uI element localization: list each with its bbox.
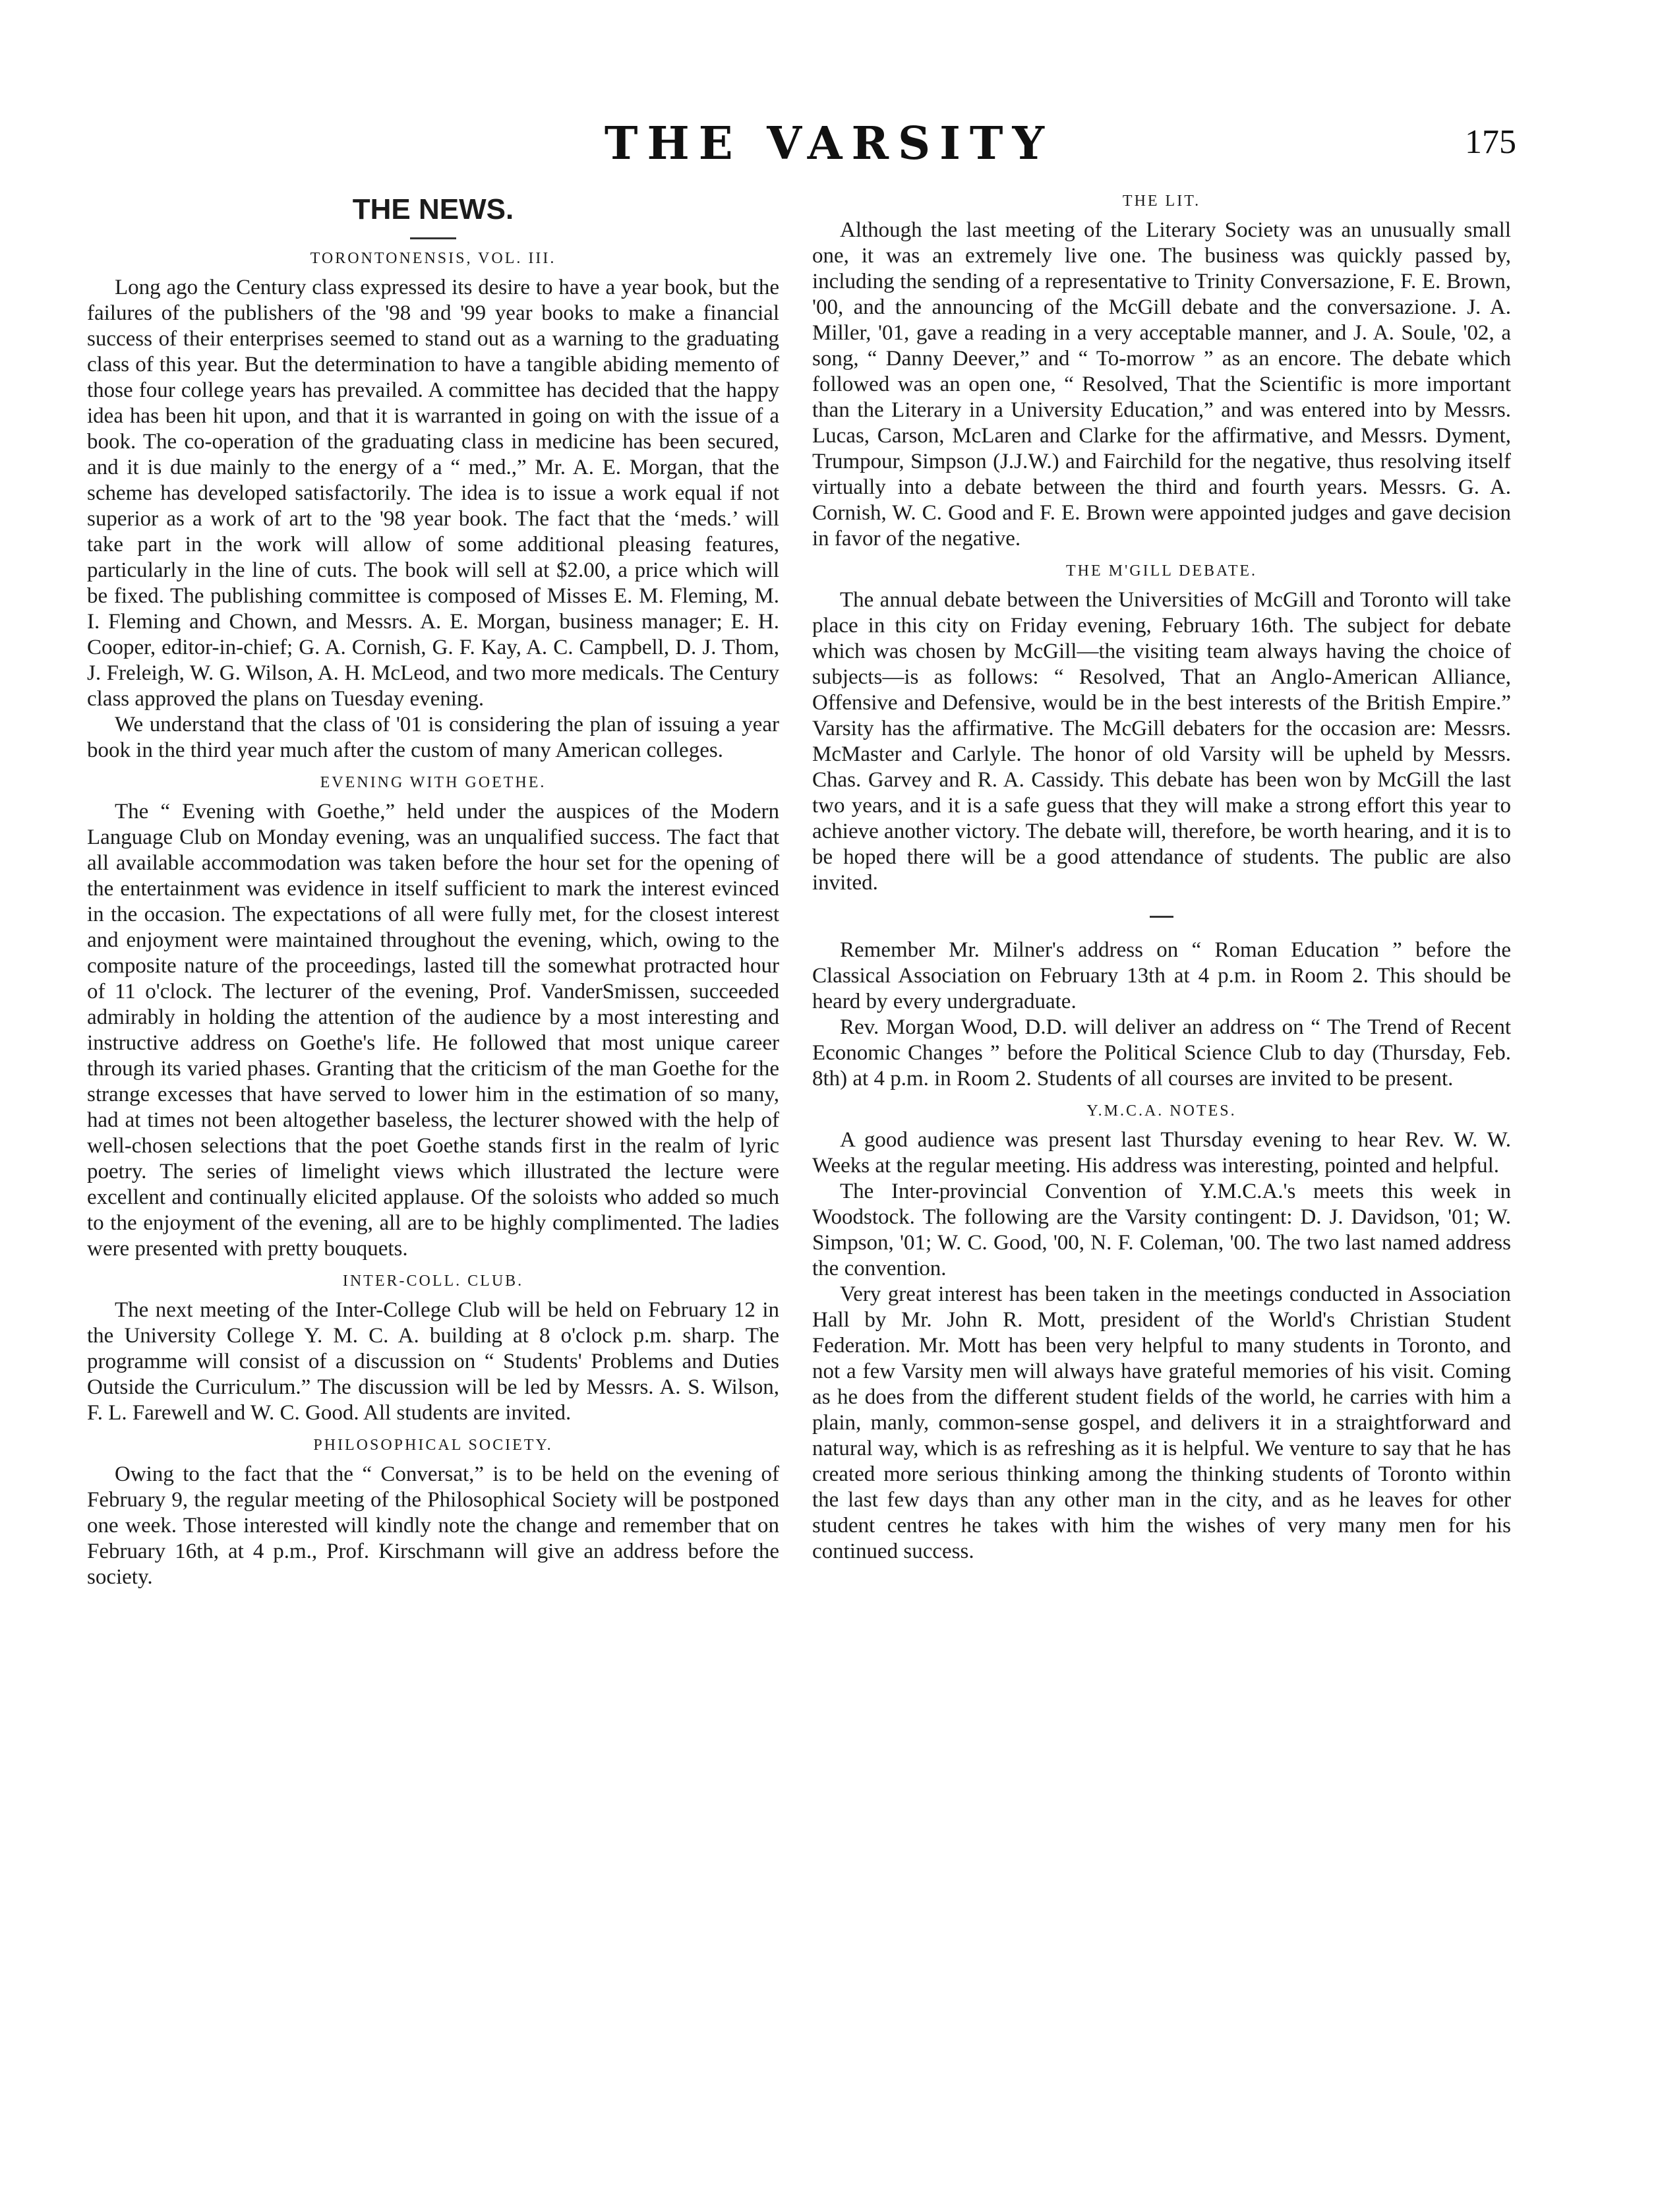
article-title-ymca: Y.M.C.A. NOTES. — [1086, 1102, 1237, 1120]
article-paragraph: The Inter-provincial Convention of Y.M.C.A.'s meets this week in Woodstock. The following are the Varsity contingent: D. J. Davidson, '01; W. Simpson, '01; W. C. Good, '00, N. F. Coleman, '00. The two last named address the convention. — [812, 1180, 1511, 1280]
article-paragraph: The “ Evening with Goethe,” held under the auspices of the Modern Language Club on Monday evening, was an unqualified success. The fact that all available accommodation was taken before the hour set for the opening of the entertainment was evidence in itself sufficient to mark the interest evinced in the occasion. The expectations of all were fully met, for the closest interest and enjoyment were maintained throughout the evening, which, owing to the composite nature of the proceedings, lasted till the somewhat protracted hour of 11 o'clock. The lecturer of the evening, Prof. VanderSmissen, succeeded admirably in holding the attention of the audience by a most interesting and instructive address on Goethe's life. He followed that most unique career through its varied phases. Granting that the criticism of the man Goethe for the strange excesses that have served to lower him in the estimation of so many, had at times not been altogether baseless, the lecturer showed with the help of well-chosen selections that the poet Goethe stands first in the realm of lyric poetry. The series of limelight views which illustrated the lecture were excellent and continually elicited applause. Of the soloists who added so much to the enjoyment of the evening, all are to be highly complimented. The ladies were presented with pretty bouquets. — [87, 800, 779, 1261]
article-paragraph: Long ago the Century class expressed its desire to have a year book, but the failures of the publishers of the '98 and '99 year books to make a financial success of their enterprises seemed to stand out as a warning to the graduating class of this year. But the determination to have a tangible abiding memento of those four college years has prevailed. A committee has decided that the happy idea has been hit upon, and that it is warranted in going on with the issue of a book. The co-operation of the graduating class in medicine has been secured, and it is due mainly to the energy of a “ med.,” Mr. A. E. Morgan, that the scheme has developed satisfactorily. The idea is to issue a work equal if not superior as a work of art to the '98 year book. The fact that the ‘meds.’ will take part in the work will allow of some additional pleasing features, particularly in the line of cuts. The book will sell at $2.00, a price which will be fixed. The publishing committee is composed of Misses E. M. Fleming, M. I. Fleming and Chown, and Messrs. A. E. Morgan, business manager; E. H. Cooper, editor-in-chief; G. A. Cornish, G. F. Kay, A. C. Campbell, D. J. Thom, J. Freleigh, W. G. Wilson, A. H. McLeod, and two more medicals. The Century class approved the plans on Tuesday evening. — [87, 276, 779, 711]
section-divider — [1150, 916, 1173, 918]
page-number: 175 — [1465, 123, 1516, 161]
article-title-intercoll: INTER-COLL. CLUB. — [342, 1272, 524, 1290]
article-title-philosophical: PHILOSOPHICAL SOCIETY. — [313, 1437, 553, 1454]
article-paragraph: Owing to the fact that the “ Conversat,” is to be held on the evening of February 9, the regular meeting of the Philosophical Society will be postponed one week. Those interested will kindly note the change and remember that on February 16th, at 4 p.m., Prof. Kirschmann will give an address before the society. — [87, 1462, 779, 1589]
article-title-torontonensis: TORONTONENSIS, VOL. III. — [310, 250, 556, 267]
article-paragraph: Very great interest has been taken in the meetings conducted in Association Hall by Mr. John R. Mott, president of the World's Christian Student Federation. Mr. Mott has been very helpful to many students in Toronto, and not a few Varsity men will always have grateful memories of his visit. Coming as he does from the different student fields of the world, he carries with him a plain, manly, common-sense gospel, and delivers it in a straightforward and natural way, which is as refreshing as it is helpful. We venture to say that he has created more serious thinking among the thinking students of Toronto within the last few days than any other man in the city, and as he leaves for other student centres he takes with him the wishes of very many men for his continued success. — [812, 1282, 1511, 1563]
masthead: THE VARSITY — [604, 117, 1054, 170]
headline-rule — [410, 237, 456, 239]
article-paragraph: A good audience was present last Thursday evening to hear Rev. W. W. Weeks at the regular meeting. His address was interesting, pointed and helpful. — [812, 1128, 1511, 1178]
article-paragraph: The next meeting of the Inter-College Club will be held on February 12 in the University College Y. M. C. A. building at 8 o'clock p.m. sharp. The programme will consist of a discussion on “ Students' Problems and Duties Outside the Curriculum.” The discussion will be led by Messrs. A. S. Wilson, F. L. Farewell and W. C. Good. All students are invited. — [87, 1298, 779, 1425]
article-title-lit: THE LIT. — [1122, 193, 1201, 210]
notice-paragraph: Remember Mr. Milner's address on “ Roman Education ” before the Classical Association on February 13th at 4 p.m. in Room 2. This should be heard by every undergraduate. — [812, 938, 1511, 1013]
article-paragraph: The annual debate between the Universities of McGill and Toronto will take place in this city on Friday evening, February 16th. The subject for debate which was chosen by McGill—the visiting team always having the choice of subjects—is as follows: “ Resolved, That an Anglo-American Alliance, Offensive and Defensive, would be in the best interests of the British Empire.” Varsity has the affirmative. The McGill debaters for the occasion are: Messrs. McMaster and Carlyle. The honor of old Varsity will be upheld by Messrs. Chas. Garvey and R. A. Cassidy. This debate has been won by McGill the last two years, and it is a safe guess that they will make a strong effort this year to achieve another victory. The debate will, therefore, be worth hearing, and it is to be hoped there will be a good attendance of students. The public are also invited. — [812, 588, 1511, 895]
notice-paragraph: Rev. Morgan Wood, D.D. will deliver an address on “ The Trend of Recent Economic Changes ” before the Political Science Club to day (Thursday, Feb. 8th) at 4 p.m. in Room 2. Students of all courses are invited to be present. — [812, 1015, 1511, 1091]
article-paragraph: We understand that the class of '01 is considering the plan of issuing a year book in the third year much after the custom of many American colleges. — [87, 713, 779, 762]
article-paragraph: Although the last meeting of the Literary Society was an unusually small one, it was an extremely live one. The business was quickly passed by, including the sending of a representative to Trinity Conversazione, F. E. Brown, '00, and the announcing of the McGill debate and the conversazione. J. A. Miller, '01, gave a reading in a very acceptable manner, and J. A. Soule, '02, a song, “ Danny Deever,” and “ To-morrow ” as an encore. The debate which followed was an open one, “ Resolved, That the Scientific is more important than the Literary in a University Education,” and was entered into by Messrs. Lucas, Carson, McLaren and Clarke for the affirmative, and Messrs. Dyment, Trumpour, Simpson (J.J.W.) and Fairchild for the negative, thus resolving itself virtually into a debate between the third and fourth years. Messrs. G. A. Cornish, W. C. Good and F. E. Brown were appointed judges and gave decision in favor of the negative. — [812, 218, 1511, 551]
section-headline: THE NEWS. — [352, 193, 514, 225]
article-title-goethe: EVENING WITH GOETHE. — [320, 774, 547, 791]
left-column — [87, 191, 779, 1590]
article-title-mcgill: THE M'GILL DEBATE. — [1065, 562, 1258, 580]
right-column — [812, 191, 1511, 1565]
